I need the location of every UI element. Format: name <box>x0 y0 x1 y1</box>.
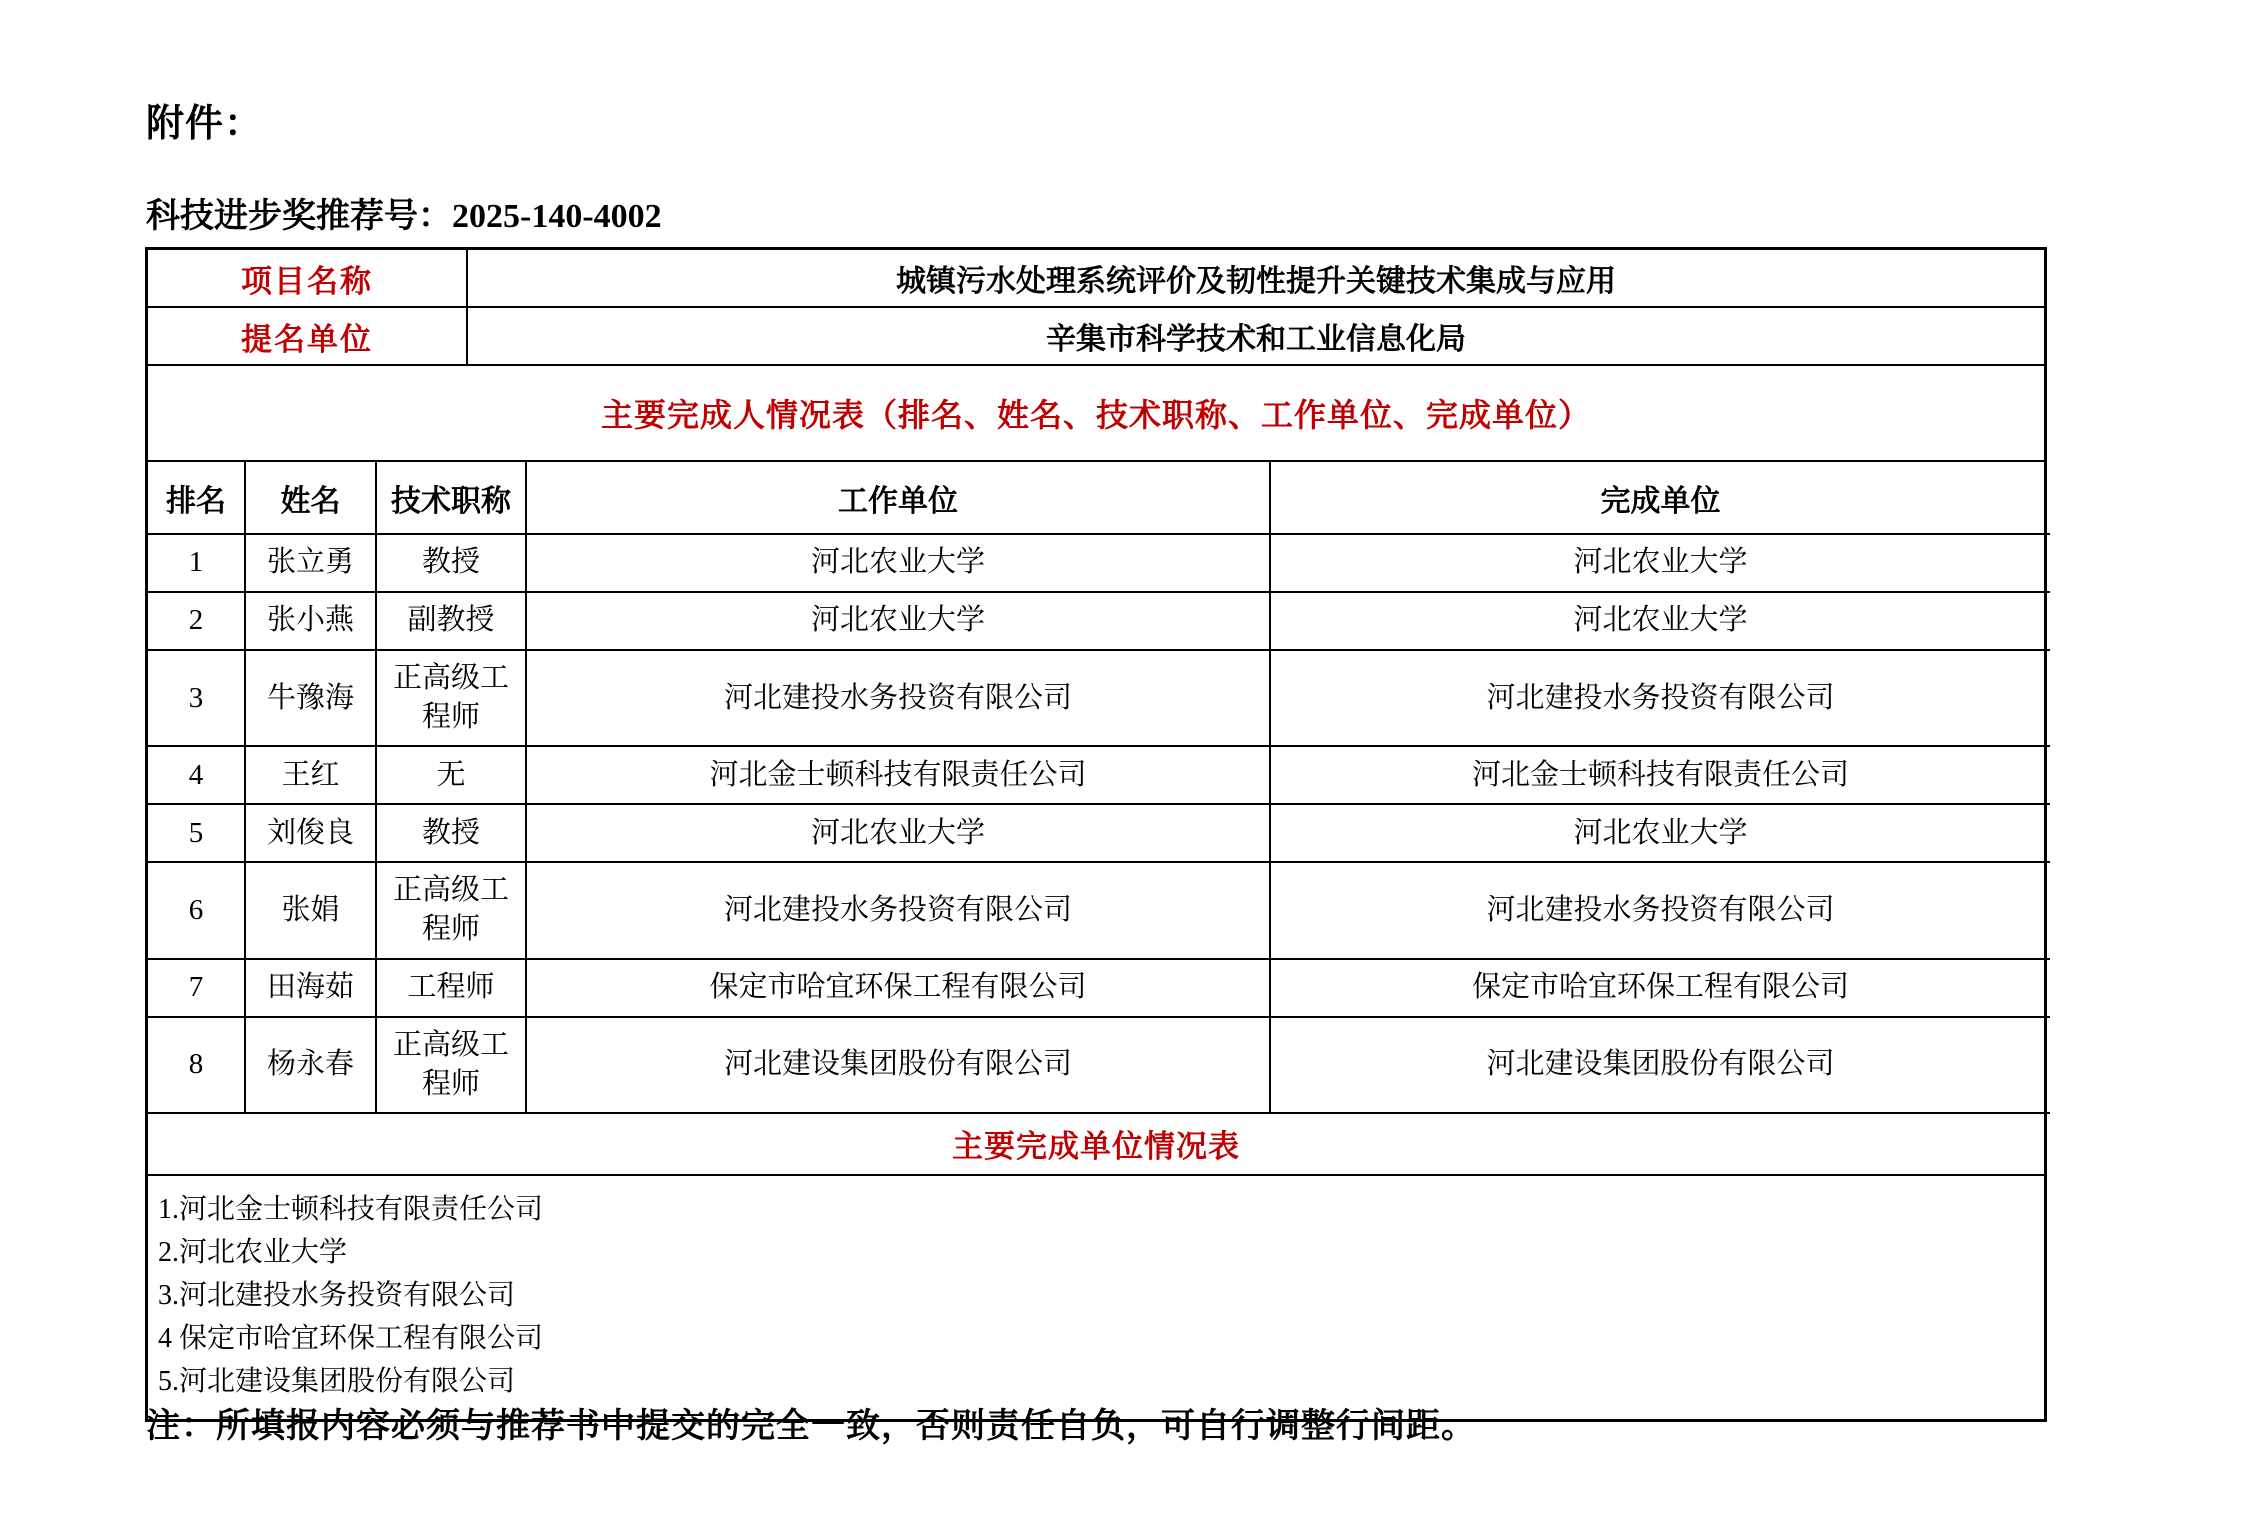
cell-work-unit: 河北建设集团股份有限公司 <box>526 1017 1270 1113</box>
cell-completion-unit: 保定市哈宜环保工程有限公司 <box>1270 959 2050 1017</box>
completers-table-title: 主要完成人情况表（排名、姓名、技术职称、工作单位、完成单位） <box>148 366 2044 462</box>
nominating-unit-value: 辛集市科学技术和工业信息化局 <box>1046 323 1466 356</box>
award-table <box>145 247 2047 1422</box>
list-item: 4 保定市哈宜环保工程有限公司 <box>158 1322 544 1354</box>
footer-note: 注：所填报内容必须与推荐书中提交的完全一致，否则责任自负，可自行调整行间距。 <box>146 1408 1476 1445</box>
header-completion-unit: 完成单位 <box>1270 462 2050 534</box>
table-row <box>148 746 2050 804</box>
cell-rank: 3 <box>148 650 245 746</box>
cell-completion-unit: 河北建投水务投资有限公司 <box>1270 862 2050 958</box>
cell-name: 张立勇 <box>245 534 376 592</box>
header-work-unit: 工作单位 <box>526 462 1270 534</box>
cell-work-unit: 河北农业大学 <box>526 592 1270 650</box>
cell-work-unit: 保定市哈宜环保工程有限公司 <box>526 959 1270 1017</box>
units-list-cell <box>148 1176 2044 1419</box>
list-item: 1.河北金士顿科技有限责任公司 <box>158 1193 544 1225</box>
cell-rank: 4 <box>148 746 245 804</box>
project-name-label: 项目名称 <box>148 250 468 306</box>
cell-rank: 7 <box>148 959 245 1017</box>
cell-completion-unit: 河北农业大学 <box>1270 804 2050 862</box>
cell-tech-title: 副教授 <box>376 592 526 650</box>
cell-tech-title: 正高级工程师 <box>376 650 526 746</box>
cell-rank: 5 <box>148 804 245 862</box>
table-row <box>148 534 2050 592</box>
cell-name: 牛豫海 <box>245 650 376 746</box>
cell-tech-title: 正高级工程师 <box>376 1017 526 1113</box>
project-name-row <box>148 250 2044 308</box>
cell-work-unit: 河北农业大学 <box>526 534 1270 592</box>
recommendation-number-line <box>146 188 662 237</box>
header-rank: 排名 <box>148 462 245 534</box>
table-row <box>148 804 2050 862</box>
cell-name: 张娟 <box>245 862 376 958</box>
cell-work-unit: 河北金士顿科技有限责任公司 <box>526 746 1270 804</box>
units-table-title: 主要完成单位情况表 <box>148 1114 2044 1176</box>
cell-tech-title: 教授 <box>376 804 526 862</box>
list-item: 5.河北建设集团股份有限公司 <box>158 1365 516 1397</box>
completers-table <box>148 462 2050 1114</box>
cell-tech-title: 正高级工程师 <box>376 862 526 958</box>
cell-tech-title: 无 <box>376 746 526 804</box>
cell-name: 杨永春 <box>245 1017 376 1113</box>
cell-name: 田海茹 <box>245 959 376 1017</box>
cell-completion-unit: 河北金士顿科技有限责任公司 <box>1270 746 2050 804</box>
cell-rank: 6 <box>148 862 245 958</box>
cell-tech-title: 教授 <box>376 534 526 592</box>
nominating-unit-row <box>148 308 2044 366</box>
header-tech-title: 技术职称 <box>376 462 526 534</box>
header-name: 姓名 <box>245 462 376 534</box>
list-item: 2.河北农业大学 <box>158 1236 348 1268</box>
cell-rank: 1 <box>148 534 245 592</box>
list-item: 3.河北建投水务投资有限公司 <box>158 1279 516 1311</box>
cell-name: 刘俊良 <box>245 804 376 862</box>
table-row <box>148 1017 2050 1113</box>
cell-name: 王红 <box>245 746 376 804</box>
table-row <box>148 862 2050 958</box>
recommendation-number-value: 2025-140-4002 <box>452 198 662 235</box>
cell-work-unit: 河北农业大学 <box>526 804 1270 862</box>
attachment-heading: 附件： <box>146 103 264 145</box>
cell-work-unit: 河北建投水务投资有限公司 <box>526 650 1270 746</box>
cell-completion-unit: 河北建投水务投资有限公司 <box>1270 650 2050 746</box>
cell-completion-unit: 河北农业大学 <box>1270 534 2050 592</box>
project-name-value: 城镇污水处理系统评价及韧性提升关键技术集成与应用 <box>896 265 1616 298</box>
cell-tech-title: 工程师 <box>376 959 526 1017</box>
cell-completion-unit: 河北建设集团股份有限公司 <box>1270 1017 2050 1113</box>
cell-work-unit: 河北建投水务投资有限公司 <box>526 862 1270 958</box>
cell-name: 张小燕 <box>245 592 376 650</box>
cell-completion-unit: 河北农业大学 <box>1270 592 2050 650</box>
completers-header-row <box>148 462 2050 534</box>
table-row <box>148 592 2050 650</box>
cell-rank: 8 <box>148 1017 245 1113</box>
nominating-unit-label: 提名单位 <box>148 308 468 364</box>
table-row <box>148 650 2050 746</box>
table-row <box>148 959 2050 1017</box>
cell-rank: 2 <box>148 592 245 650</box>
recommendation-number-label: 科技进步奖推荐号： <box>146 198 452 235</box>
